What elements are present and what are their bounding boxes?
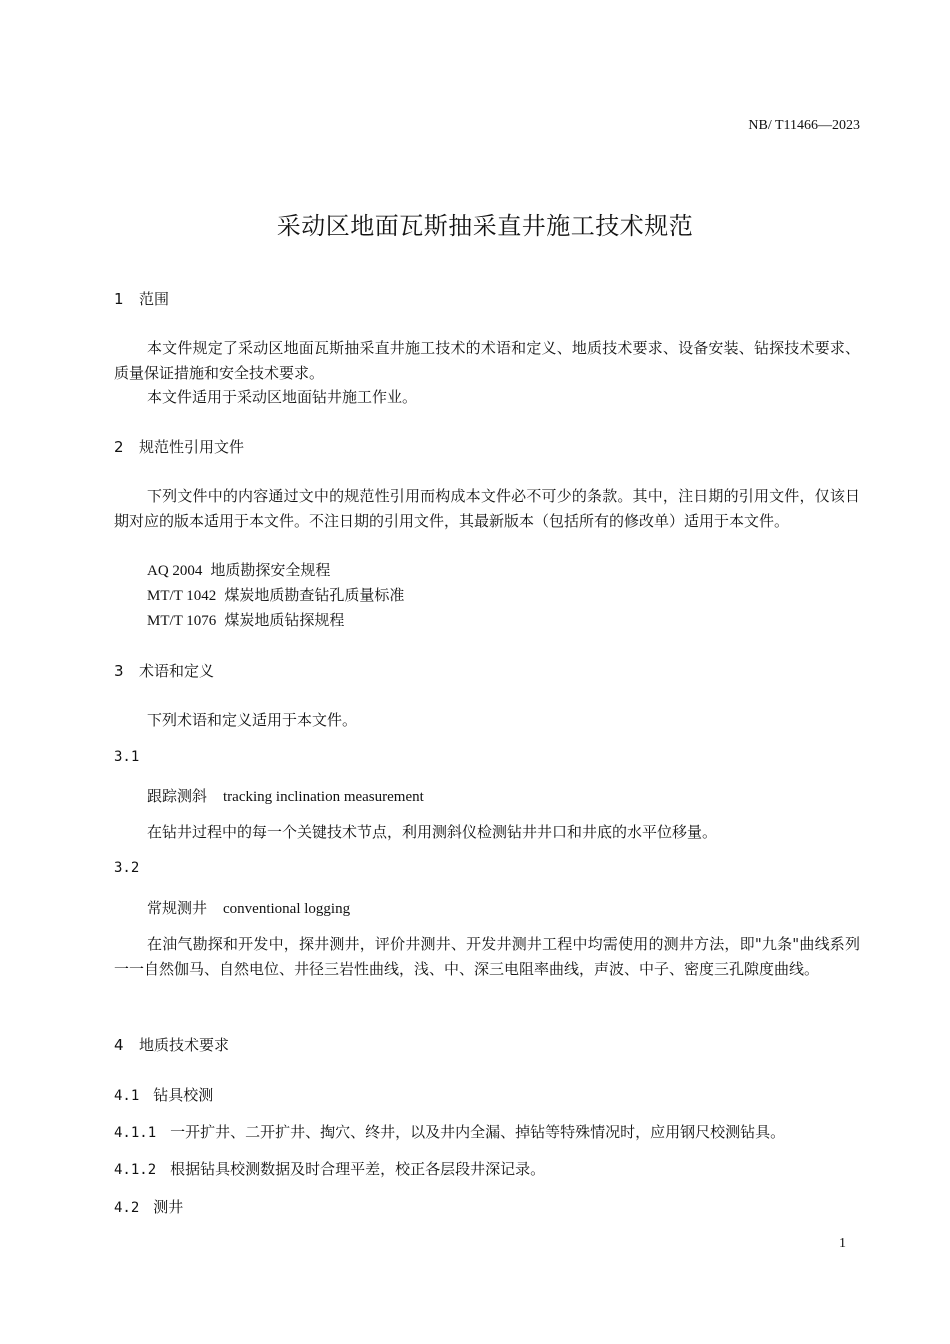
clause xyxy=(114,1084,213,1105)
section-number: 1 xyxy=(114,290,124,308)
section-heading-scope xyxy=(114,288,169,309)
clause xyxy=(114,1158,545,1179)
term-entry xyxy=(147,897,350,918)
paragraph: 本文件规定了采动区地面瓦斯抽采直井施工技术的术语和定义、地质技术要求、设备安装、钻探技术要求、质量保证措施和安全技术要求。 xyxy=(114,339,860,382)
section-title: 地质技术要求 xyxy=(139,1036,230,1054)
section-number: 2 xyxy=(114,438,124,456)
term-english: conventional logging xyxy=(223,901,351,917)
reference-item xyxy=(147,584,404,605)
paragraph: 下列文件中的内容通过文中的规范性引用而构成本文件必不可少的条款。其中，注日期的引用文件，仅该日期对应的版本适用于本文件。不注日期的引用文件，其最新版本（包括所有的修改单）适用于本文件。 xyxy=(114,487,860,530)
term-definition: 在油气勘探和开发中，探井测井，评价井测井、开发井测井工程中均需使用的测井方法，即"九条"曲线系列一一自然伽马、自然电位、井径三岩性曲线，浅、中、深三电阻率曲线，声波、中子、密度三孔隙度曲线。 xyxy=(114,935,860,978)
reference-title: 煤炭地质钻探规程 xyxy=(224,611,345,629)
term-definition: 在钻井过程中的每一个关键技术节点，利用测斜仪检测钻井井口和井底的水平位移量。 xyxy=(147,823,718,841)
reference-title: 地质勘探安全规程 xyxy=(210,561,331,579)
section-title: 范围 xyxy=(139,290,170,308)
page-number: 1 xyxy=(839,1236,846,1251)
reference-title: 煤炭地质勘查钻孔质量标准 xyxy=(224,586,405,604)
term-entry xyxy=(147,785,424,806)
section-title: 术语和定义 xyxy=(139,662,215,680)
term-number: 3.1 xyxy=(114,749,140,765)
clause-number: 4.2 xyxy=(114,1200,140,1216)
paragraph: 下列术语和定义适用于本文件。 xyxy=(147,711,358,729)
clause-number: 4.1.1 xyxy=(114,1125,157,1141)
clause xyxy=(114,1121,785,1142)
clause-text: 钻具校测 xyxy=(153,1086,214,1104)
clause-number: 4.1.2 xyxy=(114,1162,157,1178)
reference-code: AQ 2004 xyxy=(147,563,203,579)
section-heading-geological-requirements xyxy=(114,1034,229,1055)
document-code: NB/ T11466—2023 xyxy=(748,118,860,133)
reference-item xyxy=(147,559,330,580)
section-heading-normative-references xyxy=(114,436,244,457)
section-heading-terms-definitions xyxy=(114,660,214,681)
section-title: 规范性引用文件 xyxy=(139,438,245,456)
reference-item xyxy=(147,609,344,630)
reference-code: MT/T 1042 xyxy=(147,588,217,604)
clause-text: 测井 xyxy=(153,1198,184,1216)
term-number: 3.2 xyxy=(114,860,140,876)
clause xyxy=(114,1196,183,1217)
reference-code: MT/T 1076 xyxy=(147,613,217,629)
clause-number: 4.1 xyxy=(114,1088,140,1104)
clause-text: 根据钻具校测数据及时合理平差，校正各层段井深记录。 xyxy=(170,1160,546,1178)
term-chinese: 常规测井 xyxy=(147,899,208,917)
section-number: 3 xyxy=(114,662,124,680)
clause-text: 一开扩井、二开扩井、掏穴、终井，以及井内全漏、掉钻等特殊情况时，应用钢尺校测钻具。 xyxy=(170,1123,786,1141)
term-english: tracking inclination measurement xyxy=(223,789,424,805)
paragraph: 本文件适用于采动区地面钻井施工作业。 xyxy=(147,388,418,406)
section-number: 4 xyxy=(114,1036,124,1054)
term-chinese: 跟踪测斜 xyxy=(147,787,208,805)
document-title: 采动区地面瓦斯抽采直井施工技术规范 xyxy=(276,212,694,240)
